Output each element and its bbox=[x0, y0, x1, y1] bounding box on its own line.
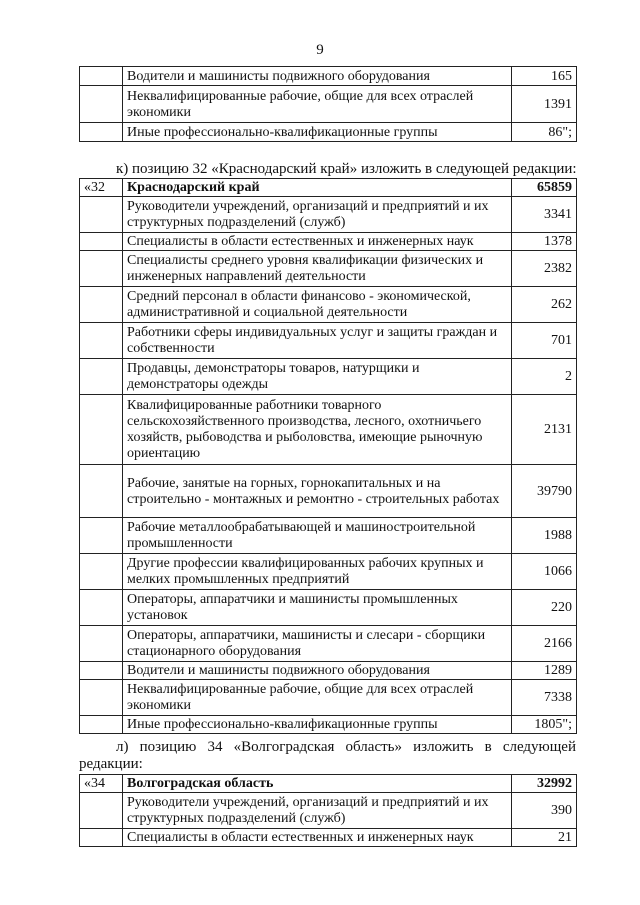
table-row bbox=[80, 197, 577, 233]
table-row bbox=[80, 395, 577, 465]
occupation-label: Продавцы, демонстраторы товаров, натурщики и демонстраторы одежды bbox=[123, 359, 512, 395]
position-cell bbox=[80, 626, 123, 662]
occupation-label: Рабочие, занятые на горных, горнокапитальных и на строительно - монтажных и ремонтно - строительных работах bbox=[123, 465, 512, 518]
occupation-value: 2 bbox=[512, 359, 577, 395]
occupation-value: 2166 bbox=[512, 626, 577, 662]
position-cell bbox=[80, 123, 123, 142]
region-header-row bbox=[80, 179, 577, 197]
table-row bbox=[80, 554, 577, 590]
table-row bbox=[80, 680, 577, 716]
occupation-value: 390 bbox=[512, 793, 577, 829]
occupation-value: 1378 bbox=[512, 233, 577, 251]
occupation-value: 1289 bbox=[512, 662, 577, 680]
table-row bbox=[80, 465, 577, 518]
occupation-value: 262 bbox=[512, 287, 577, 323]
occupation-value: 1988 bbox=[512, 518, 577, 554]
occupation-label: Иные профессионально-квалификационные группы bbox=[123, 123, 512, 142]
occupation-label: Специалисты в области естественных и инженерных наук bbox=[123, 829, 512, 847]
table-row bbox=[80, 233, 577, 251]
occupation-label: Другие профессии квалифицированных рабочих крупных и мелких промышленных предприятий bbox=[123, 554, 512, 590]
position-cell bbox=[80, 323, 123, 359]
position-cell bbox=[80, 518, 123, 554]
position-cell bbox=[80, 554, 123, 590]
occupation-value: 1805"; bbox=[512, 716, 577, 734]
table-row bbox=[80, 662, 577, 680]
table-row bbox=[80, 123, 577, 142]
region-total: 65859 bbox=[512, 179, 577, 197]
occupation-label: Операторы, аппаратчики, машинисты и слесари - сборщики стационарного оборудования bbox=[123, 626, 512, 662]
table-row bbox=[80, 67, 577, 86]
position-cell bbox=[80, 251, 123, 287]
occupation-value: 1391 bbox=[512, 86, 577, 123]
krasnodar-table bbox=[79, 178, 577, 734]
occupation-label: Иные профессионально-квалификационные группы bbox=[123, 716, 512, 734]
occupation-label: Водители и машинисты подвижного оборудования bbox=[123, 662, 512, 680]
position-cell bbox=[80, 197, 123, 233]
occupation-value: 21 bbox=[512, 829, 577, 847]
region-header-row bbox=[80, 775, 577, 793]
table-row bbox=[80, 716, 577, 734]
position-cell bbox=[80, 829, 123, 847]
position-cell bbox=[80, 465, 123, 518]
position-cell bbox=[80, 680, 123, 716]
region-name: Краснодарский край bbox=[123, 179, 512, 197]
occupation-value: 3341 bbox=[512, 197, 577, 233]
table-row bbox=[80, 518, 577, 554]
instruction-l-line2: редакции: bbox=[79, 756, 143, 772]
position-cell bbox=[80, 395, 123, 465]
position-cell bbox=[80, 67, 123, 86]
position-cell bbox=[80, 287, 123, 323]
table-row bbox=[80, 86, 577, 123]
table-row bbox=[80, 590, 577, 626]
occupation-label: Специалисты среднего уровня квалификации физических и инженерных направлений деятельности bbox=[123, 251, 512, 287]
region-total: 32992 bbox=[512, 775, 577, 793]
occupation-value: 165 bbox=[512, 67, 577, 86]
occupation-label: Руководители учреждений, организаций и предприятий и их структурных подразделений (служб) bbox=[123, 793, 512, 829]
occupation-value: 39790 bbox=[512, 465, 577, 518]
occupation-label: Водители и машинисты подвижного оборудования bbox=[123, 67, 512, 86]
occupation-value: 220 bbox=[512, 590, 577, 626]
table-row bbox=[80, 323, 577, 359]
occupation-value: 701 bbox=[512, 323, 577, 359]
position-cell bbox=[80, 590, 123, 626]
position-number: «34 bbox=[80, 775, 123, 793]
occupation-label: Рабочие металлообрабатывающей и машиностроительной промышленности bbox=[123, 518, 512, 554]
table-row bbox=[80, 829, 577, 847]
table-row bbox=[80, 287, 577, 323]
instruction-k: к) позицию 32 «Краснодарский край» изложить в следующей редакции: bbox=[116, 161, 577, 177]
occupation-label: Руководители учреждений, организаций и предприятий и их структурных подразделений (служб) bbox=[123, 197, 512, 233]
position-cell bbox=[80, 359, 123, 395]
region-name: Волгоградская область bbox=[123, 775, 512, 793]
position-cell bbox=[80, 793, 123, 829]
occupation-label: Неквалифицированные рабочие, общие для всех отраслей экономики bbox=[123, 680, 512, 716]
occupation-value: 7338 bbox=[512, 680, 577, 716]
instruction-l-line1: л) позицию 34 «Волгоградская область» изложить в следующей bbox=[116, 739, 576, 755]
occupation-value: 86"; bbox=[512, 123, 577, 142]
position-cell bbox=[80, 716, 123, 734]
occupation-label: Работники сферы индивидуальных услуг и защиты граждан и собственности bbox=[123, 323, 512, 359]
occupation-label: Средний персонал в области финансово - экономической, административной и социальной деятельности bbox=[123, 287, 512, 323]
table-row bbox=[80, 626, 577, 662]
position-cell bbox=[80, 662, 123, 680]
position-number: «32 bbox=[80, 179, 123, 197]
instruction-l bbox=[79, 739, 576, 773]
position-cell bbox=[80, 86, 123, 123]
occupation-label: Квалифицированные работники товарного сельскохозяйственного производства, лесного, охотничьего хозяйств, рыбоводства и рыболовства, имеющие рыночную ориентацию bbox=[123, 395, 512, 465]
volgograd-table bbox=[79, 774, 577, 847]
occupation-label: Операторы, аппаратчики и машинисты промышленных установок bbox=[123, 590, 512, 626]
occupation-label: Неквалифицированные рабочие, общие для всех отраслей экономики bbox=[123, 86, 512, 123]
occupation-label: Специалисты в области естественных и инженерных наук bbox=[123, 233, 512, 251]
table-row bbox=[80, 359, 577, 395]
table-row bbox=[80, 793, 577, 829]
table-row bbox=[80, 251, 577, 287]
page-number: 9 bbox=[316, 42, 324, 58]
position-cell bbox=[80, 233, 123, 251]
occupation-value: 2382 bbox=[512, 251, 577, 287]
occupation-value: 1066 bbox=[512, 554, 577, 590]
occupation-value: 2131 bbox=[512, 395, 577, 465]
top-continuation-table bbox=[79, 66, 577, 142]
